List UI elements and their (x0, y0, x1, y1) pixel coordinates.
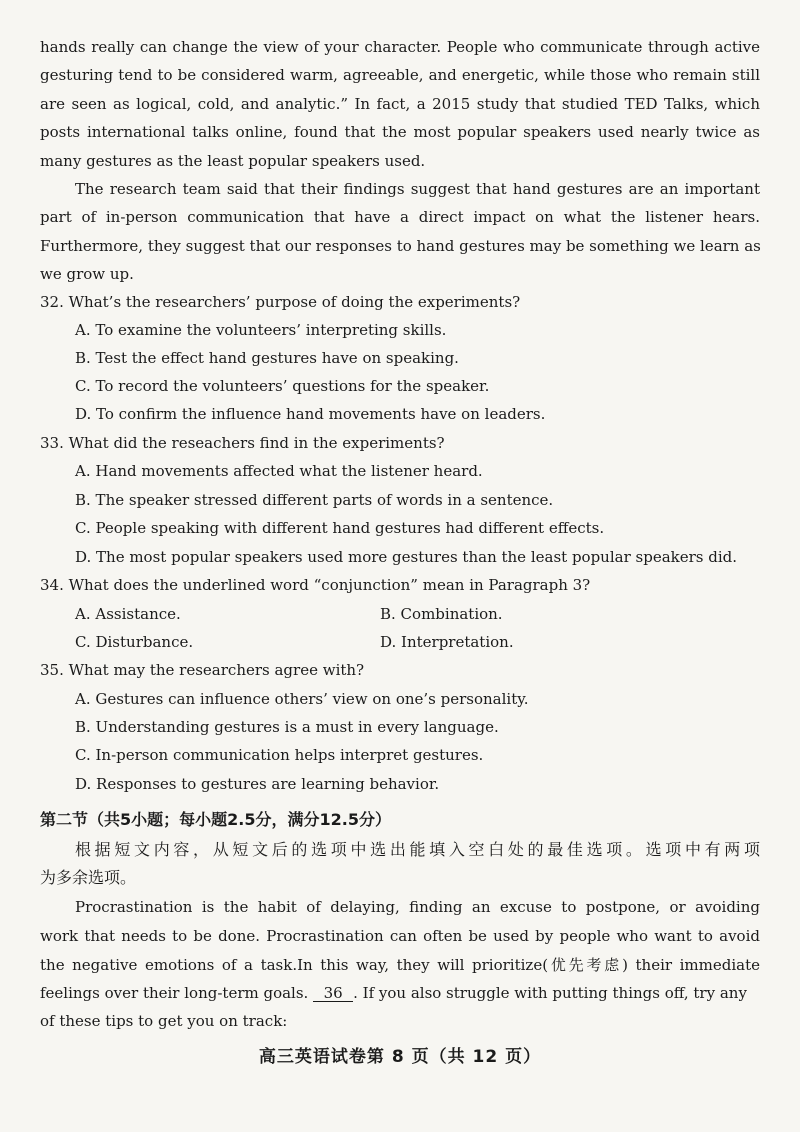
answer-option: A. Gestures can influence others’ view on one’s personality. (75, 690, 529, 708)
passage-line: many gestures as the least popular speakers used. (40, 152, 426, 170)
passage-line: are seen as logical, cold, and analytic.” In fact, a 2015 study that studied TED Talks, which (40, 95, 760, 113)
answer-option: C. To record the volunteers’ questions for the speaker. (75, 377, 490, 395)
question-stem: 34. What does the underlined word “conjunction” mean in Paragraph 3? (40, 576, 591, 594)
answer-option: C. Disturbance. (75, 633, 194, 651)
answer-option: B. Understanding gestures is a must in every language. (75, 718, 499, 736)
passage-line: hands really can change the view of your character. People who communicate through active (40, 38, 760, 56)
passage-line: we grow up. (40, 265, 134, 283)
answer-option: A. Hand movements affected what the listener heard. (75, 462, 483, 480)
answer-option: D. To confirm the influence hand movements have on leaders. (75, 405, 546, 423)
question-stem: 35. What may the researchers agree with? (40, 661, 365, 679)
passage2-line: work that needs to be done. Procrastination can often be used by people who want to avoid (40, 927, 760, 945)
passage-line: Furthermore, they suggest that our responses to hand gestures may be something we learn as (40, 237, 761, 255)
answer-option: B. Test the effect hand gestures have on speaking. (75, 349, 459, 367)
section-instruction: 为多余选项。 (40, 868, 137, 887)
answer-option: A. Assistance. (75, 605, 181, 623)
answer-blank[interactable]: 36 (313, 985, 353, 1002)
passage-line: The research team said that their findings suggest that hand gestures are an important (75, 180, 760, 198)
section-instruction: 根据短文内容，从短文后的选项中选出能填入空白处的最佳选项。选项中有两项 (75, 840, 760, 859)
passage2-line: Procrastination is the habit of delaying, finding an excuse to postpone, or avoiding (75, 898, 760, 916)
passage2-text: feelings over their long-term goals. (40, 984, 309, 1002)
answer-option: A. To examine the volunteers’ interpreting skills. (75, 321, 447, 339)
passage2-line: of these tips to get you on track: (40, 1012, 288, 1030)
page-footer: 高三英语试卷第 8 页（共 12 页） (258, 1047, 542, 1067)
answer-option: B. Combination. (380, 605, 503, 623)
answer-option: B. The speaker stressed different parts of words in a sentence. (75, 491, 554, 509)
section-heading: 第二节（共5小题；每小题2.5分，满分12.5分） (40, 810, 391, 829)
question-stem: 32. What’s the researchers’ purpose of doing the experiments? (40, 293, 521, 311)
answer-option: C. In-person communication helps interpret gestures. (75, 746, 484, 764)
question-stem: 33. What did the reseachers find in the experiments? (40, 434, 445, 452)
passage-line: gesturing tend to be considered warm, agreeable, and energetic, while those who remain still (40, 66, 760, 84)
answer-option: C. People speaking with different hand gestures had different effects. (75, 519, 605, 537)
passage2-line (40, 983, 760, 1003)
passage-line: posts international talks online, found that the most popular speakers used nearly twice as (40, 123, 760, 141)
passage2-text: . If you also struggle with putting things off, try any (353, 984, 747, 1002)
answer-option: D. Responses to gestures are learning behavior. (75, 775, 440, 793)
answer-option: D. The most popular speakers used more gestures than the least popular speakers did. (75, 548, 738, 566)
passage-line: part of in-person communication that have a direct impact on what the listener hears. (40, 208, 760, 226)
answer-option: D. Interpretation. (380, 633, 514, 651)
passage2-line: the negative emotions of a task.In this way, they will prioritize(优先考虑) their immediate (40, 956, 760, 974)
